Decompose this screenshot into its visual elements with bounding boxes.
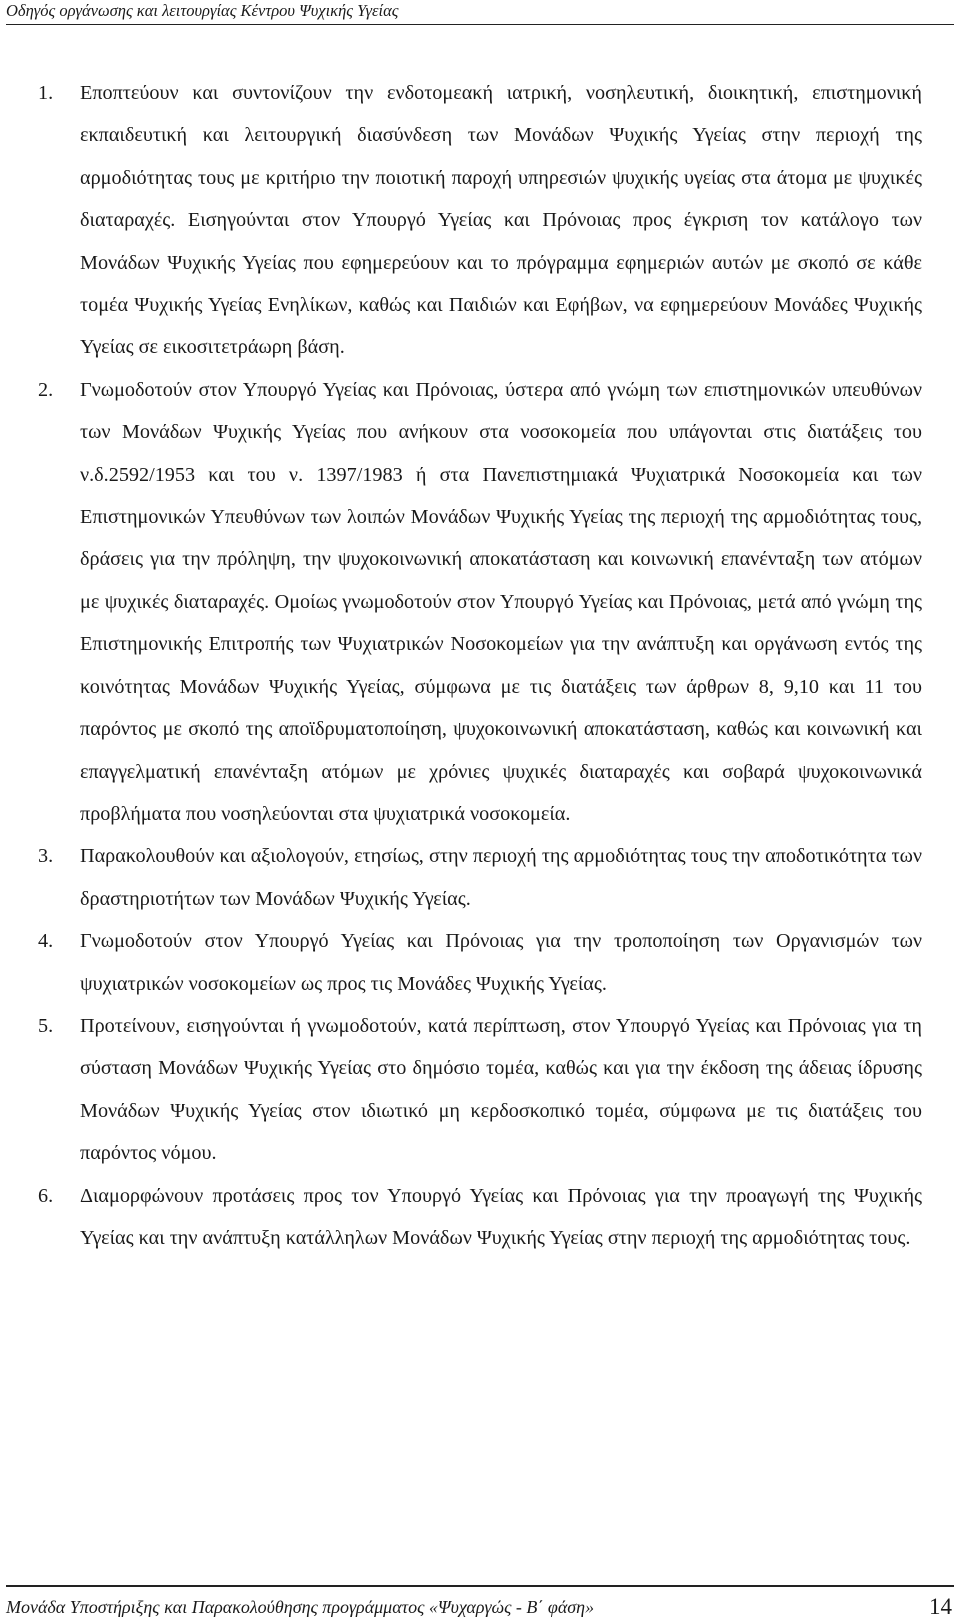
list-item-number: 1.: [38, 82, 54, 104]
list-item-text: Εποπτεύουν και συντονίζουν την ενδοτομεακή ιατρική, νοσηλευτική, διοικητική, επιστημονική εκπαιδευτική και λειτουργική διασύνδεση των Μονάδων Ψυχικής Υγείας στην περιοχή της αρμοδιότητας τους με κριτήριο την ποιοτική παροχή υπηρεσιών ψυχικής υγείας στα άτομα με ψυχικές διαταραχές. Εισηγούνται στον Υπουργό Υγείας και Πρόνοιας προς έγκριση τον κατάλογο των Μονάδων Ψυχικής Υγείας που εφημερεύουν και το πρόγραμμα εφημεριών αυτών με σκοπό σε κάθε τομέα Ψυχικής Υγείας Ενηλίκων, καθώς και Παιδιών και Εφήβων, να εφημερεύουν Μονάδες Ψυχικής Υγείας σε εικοσιτετράωρη βάση.: [80, 82, 922, 359]
list-item-text: Γνωμοδοτούν στον Υπουργό Υγείας και Πρόνοιας για την τροποποίηση των Οργανισμών των ψυχιατρικών νοσοκομείων ως προς τις Μονάδες Ψυχικής Υγείας.: [80, 930, 922, 995]
document-body: [0, 72, 960, 1259]
list-item-3: [0, 835, 960, 920]
list-item-text: Διαμορφώνουν προτάσεις προς τον Υπουργό Υγείας και Πρόνοιας για την προαγωγή της Ψυχικής Υγείας και την ανάπτυξη κατάλληλων Μονάδων Ψυχικής Υγείας στην περιοχή της αρμοδιότητας τους.: [80, 1184, 922, 1249]
numbered-list: [0, 72, 960, 1259]
list-item-text: Παρακολουθούν και αξιολογούν, ετησίως, στην περιοχή της αρμοδιότητας τους την αποδοτικότητα των δραστηριοτήτων των Μονάδων Ψυχικής Υγείας.: [80, 845, 922, 910]
list-item-number: 6.: [38, 1184, 54, 1207]
footer-title: Μονάδα Υποστήριξης και Παρακολούθησης προγράμματος «Ψυχαργώς - Β΄ φάση»: [6, 1597, 595, 1617]
list-item-number: 2.: [38, 378, 54, 401]
list-item-number: 3.: [38, 845, 54, 868]
running-header: [6, 0, 954, 25]
list-item-number: 5.: [38, 1014, 54, 1037]
list-item-text: Γνωμοδοτούν στον Υπουργό Υγείας και Πρόνοιας, ύστερα από γνώμη των επιστημονικών υπευθύνων των Μονάδων Ψυχικής Υγείας που ανήκουν στα νοσοκομεία που υπάγονται στις διατάξεις του ν.δ.2592/1953 και του ν. 1397/1983 ή στα Πανεπιστημιακά Ψυχιατρικά Νοσοκομεία και των Επιστημονικών Υπευθύνων των λοιπών Μονάδων Ψυχικής Υγείας της περιοχή της αρμοδιότητας τους, δράσεις για την πρόληψη, την ψυχοκοινωνική αποκατάσταση και κοινωνική επανένταξη των ατόμων με ψυχικές διαταραχές. Ομοίως γνωμοδοτούν στον Υπουργό Υγείας και Πρόνοιας, μετά από γνώμη της Επιστημονικής Επιτροπής των Ψυχιατρικών Νοσοκομείων για την ανάπτυξη και οργάνωση εντός της κοινότητας Μονάδων Ψυχικής Υγείας, σύμφωνα με τις διατάξεις των άρθρων 8, 9,10 και 11 του παρόντος με σκοπό της αποϊδρυματοποίηση, ψυχοκοινωνική αποκατάσταση, καθώς και κοινωνική και επαγγελματική επανένταξη ατόμων με χρόνιες ψυχικές διαταραχές και σοβαρά ψυχοκοινωνικά προβλήματα που νοσηλεύονται στα ψυχιατρικά νοσοκομεία.: [80, 378, 922, 825]
list-item-4: [0, 920, 960, 1005]
list-item-text: Προτείνουν, εισηγούνται ή γνωμοδοτούν, κατά περίπτωση, στον Υπουργό Υγείας και Πρόνοιας για τη σύσταση Μονάδων Ψυχικής Υγείας στο δημόσιο τομέα, καθώς και για την έκδοση της άδειας ίδρυσης Μονάδων Ψυχικής Υγείας στον ιδιωτικό μη κερδοσκοπικό τομέα, σύμφωνα με τις διατάξεις του παρόντος νόμου.: [80, 1014, 922, 1165]
list-item-5: [0, 1005, 960, 1175]
list-item-6: [0, 1175, 960, 1260]
list-item-2: [0, 369, 960, 835]
list-item-1: [0, 72, 960, 369]
page-number: 14: [929, 1594, 952, 1619]
running-footer: [6, 1585, 954, 1623]
document-title: Οδηγός οργάνωσης και λειτουργίας Κέντρου Ψυχικής Υγείας: [6, 1, 399, 20]
list-item-number: 4.: [38, 930, 54, 953]
